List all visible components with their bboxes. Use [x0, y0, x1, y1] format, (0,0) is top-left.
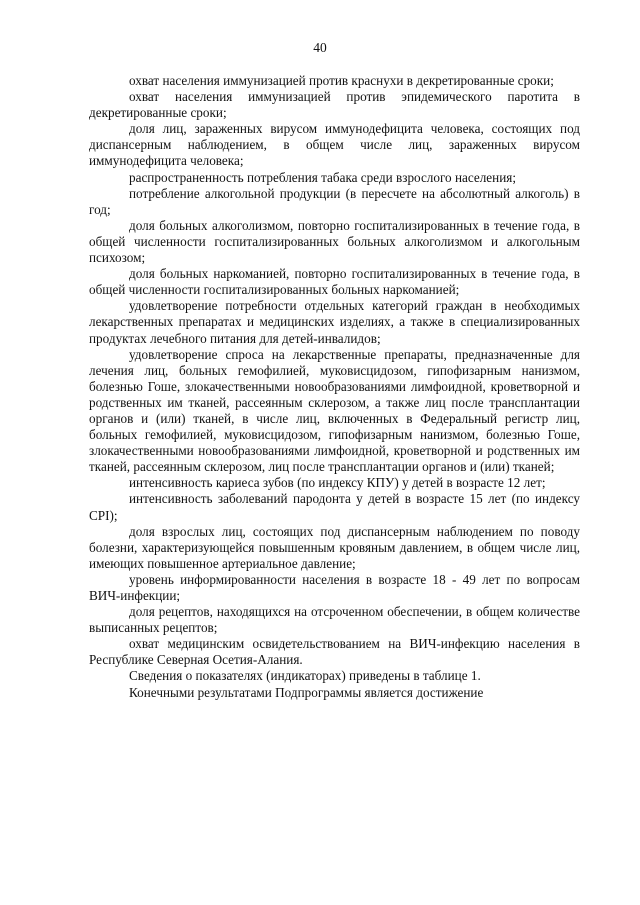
paragraph-table-reference: Сведения о показателях (индикаторах) приведены в таблице 1.	[129, 668, 481, 684]
paragraph-mumps: охват населения иммунизацией против эпидемического паротита в декретированные сроки;	[89, 89, 580, 121]
paragraph-tobacco: распространенность потребления табака среди взрослого населения;	[129, 169, 517, 185]
paragraph-medicine-needs: удовлетворение потребности отдельных категорий граждан в необходимых лекарственных препаратах и медицинских изделиях, а также в специализированных продуктах лечебного питания для детей-инвалидов;	[89, 298, 580, 346]
paragraph-alcoholism-rehospitalization: доля больных алкоголизмом, повторно госпитализированных в течение года, в общей численности госпитализированных больных алкоголизмом и алкогольным психозом;	[89, 217, 580, 266]
page-number: 40	[313, 40, 327, 55]
paragraph-caries: интенсивность кариеса зубов (по индексу КПУ) у детей в возрасте 12 лет;	[129, 475, 546, 491]
paragraph-final-results: Конечными результатами Подпрограммы является достижение	[129, 684, 484, 700]
paragraph-drug-addiction-rehospitalization: доля больных наркоманией, повторно госпитализированных в течение года, в общей численности госпитализированных больных наркоманией;	[89, 266, 580, 298]
body-text	[89, 73, 580, 701]
paragraph-rare-disease-drugs: удовлетворение спроса на лекарственные препараты, предназначенные для лечения лиц, больных гемофилией, муковисцидозом, гипофизарным нанизмом, болезнью Гоше, злокачественными новообразованиями лимфоидной, кроветворной и родственных им тканей, рассеянным склерозом, а также лиц после трансплантации органов и (или) тканей, в числе лиц, включенных в Федеральный регистр лиц, больных гемофилией, муковисцидозом, гипофизарным нанизмом, болезнью Гоше, злокачественными новообразованиями лимфоидной, кроветворной и родственных им тканей, рассеянным склерозом, лиц после трансплантации органов и (или) тканей;	[89, 346, 580, 475]
paragraph-hiv-awareness: уровень информированности населения в возрасте 18 - 49 лет по вопросам ВИЧ-инфекции;	[89, 571, 580, 603]
paragraph-periodontal: интенсивность заболеваний пародонта у детей в возрасте 15 лет (по индексу СРI);	[89, 491, 580, 523]
paragraph-hypertension: доля взрослых лиц, состоящих под диспансерным наблюдением по поводу болезни, характеризующейся повышенным кровяным давлением, в общем числе лиц, имеющих повышенное артериальное давление;	[89, 523, 580, 571]
paragraph-deferred-prescriptions: доля рецептов, находящихся на отсроченном обеспечении, в общем количестве выписанных рецептов;	[89, 604, 580, 636]
paragraph-rubella: охват населения иммунизацией против краснухи в декретированные сроки;	[129, 73, 554, 88]
paragraph-alcohol-consumption: потребление алкогольной продукции (в пересчете на абсолютный алкоголь) в год;	[89, 185, 580, 217]
paragraph-hiv-dispensary: доля лиц, зараженных вирусом иммунодефицита человека, состоящих под диспансерным наблюдением, в общем числе лиц, зараженных вирусом иммунодефицита человека;	[89, 121, 580, 169]
paragraph-hiv-testing: охват медицинским освидетельствованием на ВИЧ-инфекцию населения в Республике Северная Осетия-Алания.	[89, 636, 580, 668]
